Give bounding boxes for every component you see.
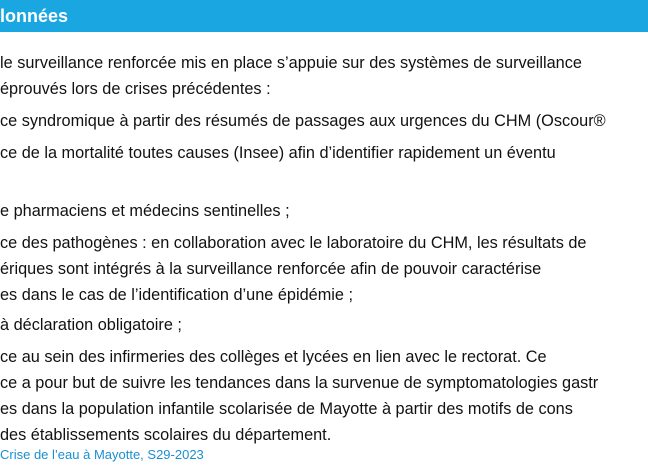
bullet-line: ce a pour but de suivre les tendances dans la survenue de symptomatologies gastr	[0, 374, 599, 392]
bullet-line: à déclaration obligatoire ;	[0, 316, 182, 334]
bullet-line: es dans la population infantile scolarisée de Mayotte à partir des motifs de cons	[0, 400, 573, 418]
bullet-line: ce de la mortalité toutes causes (Insee) afin d’identifier rapidement un éventu	[0, 144, 556, 162]
bullet-line: ce au sein des infirmeries des collèges et lycées en lien avec le rectorat. Ce	[0, 348, 547, 366]
paragraph-line: éprouvés lors de crises précédentes :	[0, 80, 271, 98]
bullet-line: ériques sont intégrés à la surveillance renforcée afin de pouvoir caractérise	[0, 260, 542, 278]
bullet-line: des établissements scolaires du département.	[0, 426, 332, 444]
section-title: lonnées	[0, 6, 69, 26]
bullet-line: e pharmaciens et médecins sentinelles ;	[0, 202, 290, 220]
paragraph-line: le surveillance renforcée mis en place s’appuie sur des systèmes de surveillance	[0, 54, 582, 72]
bullet-line: es dans le cas de l’identification d’une épidémie ;	[0, 286, 353, 304]
section-header-bar	[0, 0, 648, 32]
bullet-line: ce syndromique à partir des résumés de passages aux urgences du CHM (Oscour®	[0, 112, 606, 130]
bullet-line: ce des pathogènes : en collaboration avec le laboratoire du CHM, les résultats de	[0, 234, 587, 252]
page-footer: Crise de l’eau à Mayotte, S29-2023	[0, 447, 204, 462]
